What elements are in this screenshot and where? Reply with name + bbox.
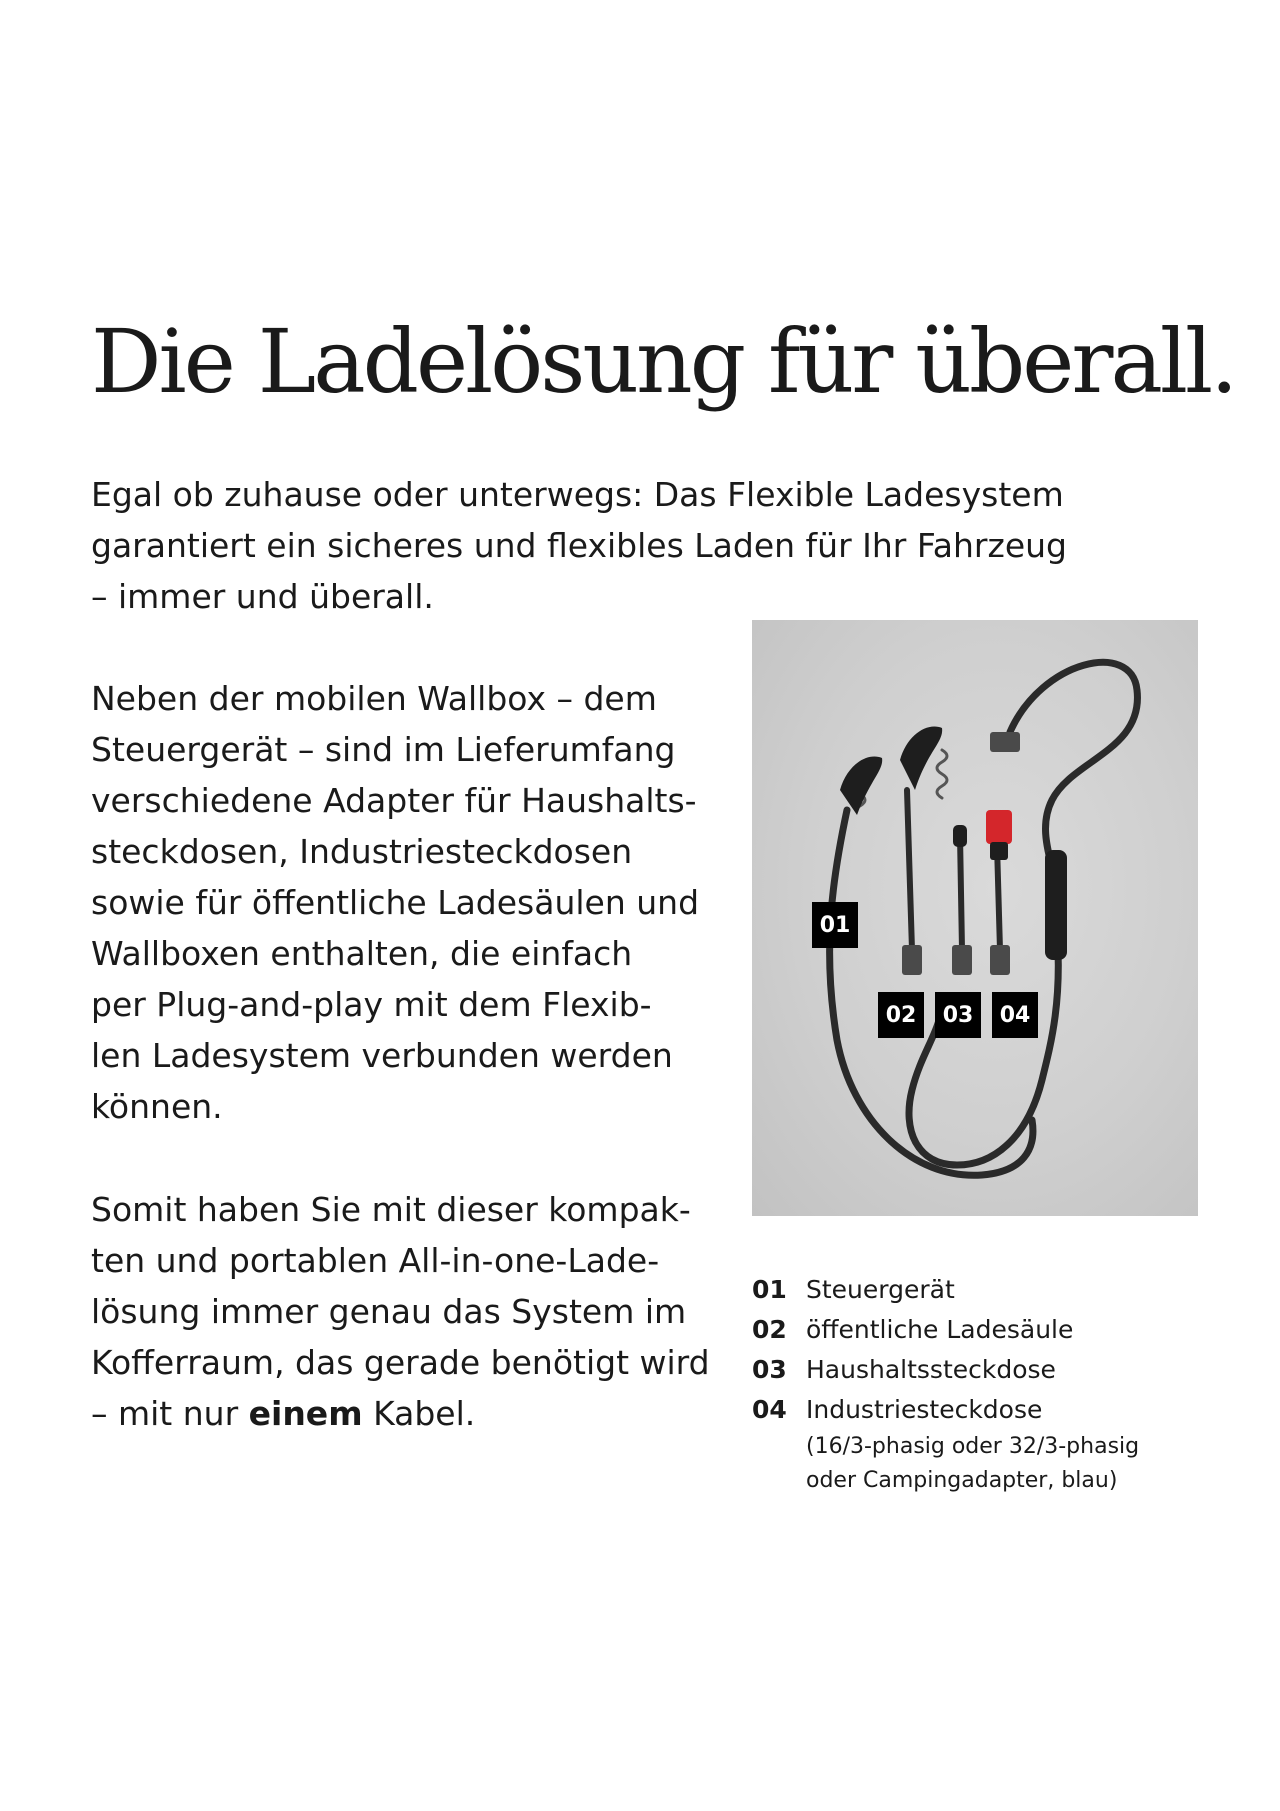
page-title: Die Ladelösung für überall. [91,310,1236,413]
text-before-bold: – mit nur [91,1394,249,1433]
legend-item [752,1390,1232,1430]
intro-line: – immer und überall. [91,577,434,616]
photo-tag-04: 04 [992,992,1038,1038]
paragraph-line: Steuergerät – sind im Lieferumfang [91,730,676,769]
legend-item [752,1310,1232,1350]
legend-number: 04 [752,1395,787,1424]
paragraph-line: lösung immer genau das System im [91,1292,687,1331]
emphasis-word: einem [248,1394,363,1433]
product-photo [752,620,1198,1216]
legend-item [752,1350,1232,1390]
paragraph-line-last [91,1388,711,1439]
legend-number: 02 [752,1315,787,1344]
legend-note-line: (16/3-phasig oder 32/3-phasig [806,1434,1140,1459]
paragraph-line: ten und portablen All-in-one-Lade- [91,1241,660,1280]
text-after-bold: Kabel. [362,1394,476,1433]
paragraph-line: verschiedene Adapter für Haushalts- [91,781,697,820]
photo-tag-02: 02 [878,992,924,1038]
paragraph-line: per Plug-and-play mit dem Flexib- [91,985,652,1024]
paragraph-line: Somit haben Sie mit dieser kompak- [91,1190,691,1229]
paragraph-line: Wallboxen enthalten, die einfach [91,934,633,973]
legend-number: 03 [752,1355,787,1384]
legend-note-line: oder Campingadapter, blau) [806,1468,1118,1493]
paragraph-all-in-one [91,1184,711,1439]
legend-item [752,1270,1232,1310]
legend-label: Haushaltssteckdose [806,1355,1056,1384]
paragraph-delivery-scope [91,673,711,1132]
legend-label: Industriesteckdose [806,1395,1043,1424]
intro-line: garantiert ein sicheres und flexibles Laden für Ihr Fahrzeug [91,526,1067,565]
photo-legend [752,1270,1232,1498]
paragraph-line: sowie für öffentliche Ladesäulen und [91,883,700,922]
intro-line: Egal ob zuhause oder unterwegs: Das Flexible Ladesystem [91,475,1064,514]
paragraph-line: steckdosen, Industriesteckdosen [91,832,633,871]
legend-note [806,1430,1186,1498]
paragraph-line: können. [91,1087,223,1126]
legend-label: Steuergerät [806,1275,955,1304]
intro-paragraph [91,469,1067,622]
photo-tag-01: 01 [812,902,858,948]
legend-label: öffentliche Ladesäule [806,1315,1074,1344]
paragraph-line: len Ladesystem verbunden werden [91,1036,673,1075]
legend-number: 01 [752,1275,787,1304]
paragraph-line: Neben der mobilen Wallbox – dem [91,679,657,718]
paragraph-line: Kofferraum, das gerade benötigt wird [91,1343,710,1382]
photo-tag-03: 03 [935,992,981,1038]
